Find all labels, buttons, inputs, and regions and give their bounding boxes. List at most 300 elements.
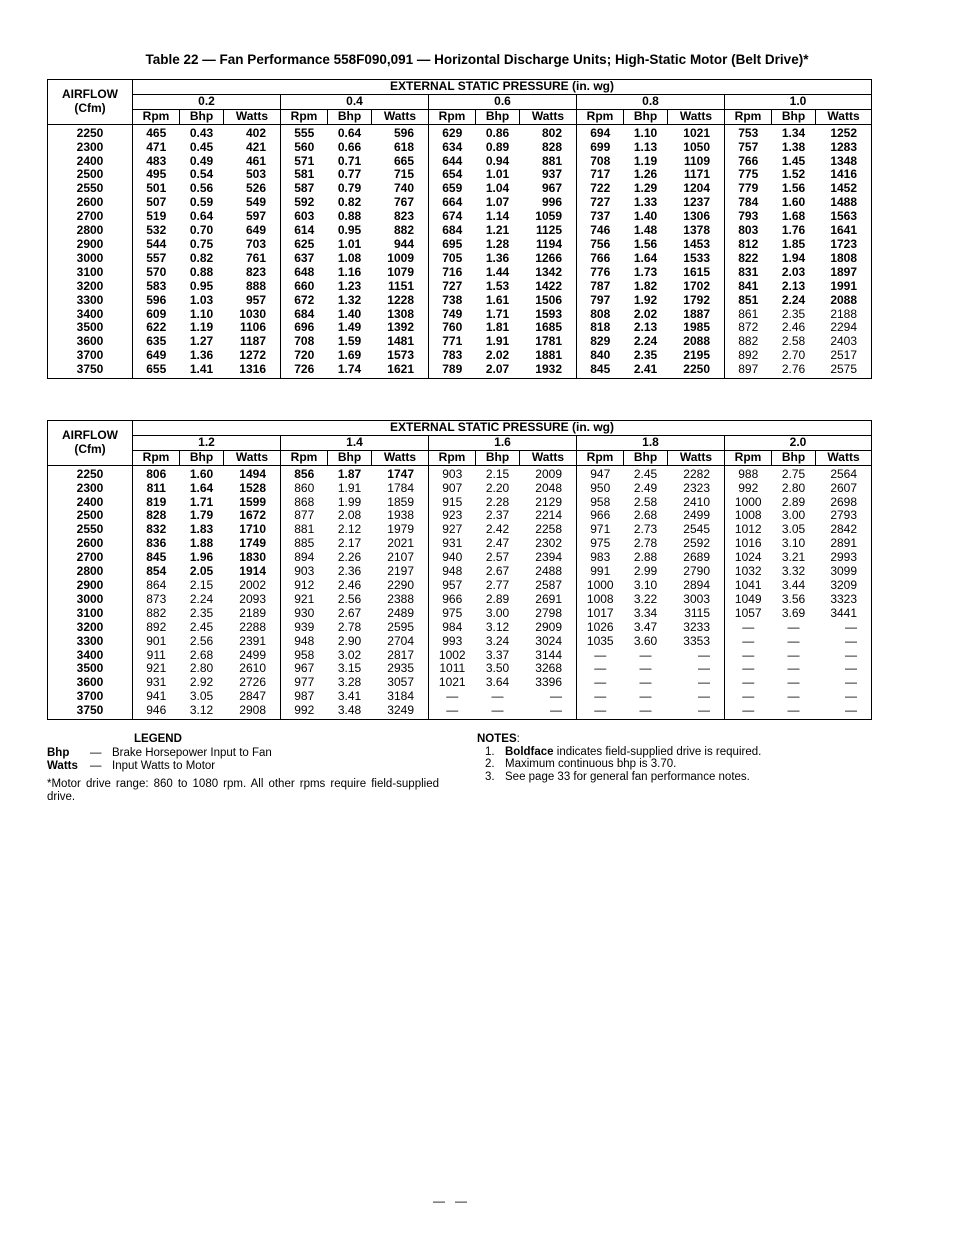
data-cell: 958	[590, 494, 611, 509]
data-cell: 1.41	[189, 362, 214, 377]
data-cell: 2798	[520, 607, 577, 621]
data-cell: 622	[146, 320, 167, 335]
data-cell: 1.82	[633, 278, 658, 293]
data-cell: 860	[294, 480, 315, 495]
data-cell: 655	[146, 362, 167, 377]
data-cell: 1283	[830, 139, 858, 154]
data-cell: 1.56	[633, 236, 658, 251]
data-cell: 975	[590, 536, 611, 551]
data-cell: 715	[372, 168, 429, 182]
data-cell: 1.40	[337, 306, 362, 321]
column-header: Watts	[224, 109, 281, 124]
data-cell: 737	[590, 209, 611, 224]
data-cell: —	[594, 647, 607, 662]
data-cell: 2.24	[781, 292, 806, 307]
airflow-cell: 2600	[48, 537, 133, 551]
data-cell: 1009	[372, 252, 429, 266]
data-cell: 1.60	[189, 466, 214, 481]
data-cell: 1.61	[485, 292, 510, 307]
data-cell: 930	[294, 605, 315, 620]
data-cell: —	[845, 703, 858, 718]
data-cell: 1026	[586, 619, 614, 634]
data-cell: 2592	[668, 537, 725, 551]
column-header: Rpm	[429, 109, 476, 124]
airflow-cell: 3600	[48, 676, 133, 690]
external-static-pressure-header: EXTERNAL STATIC PRESSURE (in. wg)	[133, 80, 872, 95]
column-header: Bhp	[624, 450, 668, 465]
airflow-cell: 2550	[48, 523, 133, 537]
data-cell: 991	[590, 564, 611, 579]
data-cell: 503	[224, 168, 281, 182]
data-cell: 3.28	[337, 675, 362, 690]
data-cell: 2.35	[189, 605, 214, 620]
data-cell: —	[639, 661, 652, 676]
table-row	[48, 662, 872, 676]
data-cell: 967	[520, 182, 577, 196]
legend-item-watts: Watts — Input Watts to Motor	[47, 760, 216, 772]
pressure-header: 1.0	[725, 94, 872, 109]
data-cell: 983	[590, 550, 611, 565]
column-header: Bhp	[180, 109, 224, 124]
page-footer: — —	[433, 1194, 468, 1208]
data-cell: —	[668, 649, 725, 663]
data-cell: 881	[294, 522, 315, 537]
table-row	[48, 593, 872, 607]
data-cell: 1506	[520, 294, 577, 308]
data-cell: 532	[146, 223, 167, 238]
data-cell: 1830	[224, 551, 281, 565]
data-cell: 1.19	[189, 320, 214, 335]
data-cell: 864	[146, 577, 167, 592]
data-cell: 1011	[439, 661, 466, 676]
data-cell: 1.21	[485, 223, 510, 238]
data-cell: 2.92	[189, 675, 214, 690]
airflow-cell: 3750	[48, 363, 133, 378]
data-cell: 2.41	[633, 362, 658, 377]
data-cell: 2704	[372, 635, 429, 649]
data-cell: 988	[738, 466, 759, 481]
pressure-header: 1.6	[429, 435, 577, 450]
data-cell: 966	[442, 591, 463, 606]
column-header: Rpm	[577, 109, 624, 124]
data-cell: 648	[294, 264, 315, 279]
data-cell: 789	[442, 362, 463, 377]
data-cell: 2993	[830, 550, 858, 565]
data-cell: 1488	[830, 195, 858, 210]
table-row	[48, 280, 872, 294]
data-cell: 845	[146, 550, 167, 565]
data-cell: —	[491, 689, 504, 704]
data-cell: 1348	[830, 153, 858, 168]
data-cell: 0.59	[189, 195, 214, 210]
airflow-cell: 2300	[48, 482, 133, 496]
data-cell: 2.67	[485, 564, 510, 579]
data-cell: 2.15	[189, 577, 214, 592]
airflow-cell: 3100	[48, 607, 133, 621]
data-cell: 1012	[734, 522, 762, 537]
data-cell: 2.28	[485, 494, 510, 509]
data-cell: 779	[738, 181, 759, 196]
data-cell: 2.73	[633, 522, 658, 537]
data-cell: 828	[146, 508, 167, 523]
data-cell: 1.64	[633, 250, 658, 265]
table-row	[48, 182, 872, 196]
data-cell: 2.15	[485, 466, 510, 481]
data-cell: 1392	[372, 321, 429, 335]
data-cell: 2.56	[189, 633, 214, 648]
data-cell: 2499	[668, 509, 725, 523]
column-header: Rpm	[725, 450, 772, 465]
data-cell: 583	[146, 278, 167, 293]
data-cell: 1422	[520, 280, 577, 294]
data-cell: 1.88	[189, 536, 214, 551]
column-header: Watts	[668, 450, 725, 465]
airflow-cell: 2400	[48, 155, 133, 169]
data-cell: 2214	[520, 509, 577, 523]
data-cell: 831	[738, 264, 759, 279]
data-cell: 705	[442, 250, 463, 265]
data-cell: 2564	[830, 466, 858, 481]
data-cell: 766	[738, 153, 759, 168]
data-cell: 2.13	[633, 320, 658, 335]
table-row	[48, 635, 872, 649]
table-row	[48, 252, 872, 266]
data-cell: 987	[294, 689, 315, 704]
data-cell: 1453	[668, 238, 725, 252]
data-cell: 684	[442, 223, 463, 238]
table-title: Table 22 — Fan Performance 558F090,091 — Horizontal Discharge Units; High-Static Motor (Belt Drive)*	[145, 52, 809, 67]
data-cell: 495	[146, 167, 167, 182]
data-cell: 1000	[586, 577, 614, 592]
legend-item-bhp: Bhp — Brake Horsepower Input to Fan	[47, 746, 272, 759]
data-cell: 2195	[668, 349, 725, 363]
data-cell: 2294	[830, 320, 858, 335]
data-cell: 3.10	[781, 536, 806, 551]
data-cell: 727	[590, 195, 611, 210]
airflow-cell: 3000	[48, 593, 133, 607]
data-cell: 1932	[520, 363, 577, 378]
data-cell: 3396	[520, 676, 577, 690]
data-cell: —	[491, 703, 504, 718]
data-cell: 1109	[668, 155, 725, 169]
table-row	[48, 607, 872, 621]
data-cell: 3184	[372, 690, 429, 704]
data-cell: 892	[738, 348, 759, 363]
data-cell: 2595	[372, 621, 429, 635]
data-cell: 915	[442, 494, 463, 509]
table-row	[48, 537, 872, 551]
data-cell: 2607	[830, 480, 858, 495]
data-cell: 806	[146, 466, 167, 481]
data-cell: 996	[520, 196, 577, 210]
data-cell: 940	[442, 550, 463, 565]
data-cell: 766	[590, 250, 611, 265]
data-cell: 2489	[372, 607, 429, 621]
data-cell: 753	[738, 125, 759, 140]
data-cell: 888	[224, 280, 281, 294]
data-cell: 1615	[668, 266, 725, 280]
data-cell: 0.94	[485, 153, 510, 168]
data-cell: 3.41	[337, 689, 362, 704]
column-header: Watts	[520, 450, 577, 465]
data-cell: 2894	[668, 579, 725, 593]
data-cell: 851	[738, 292, 759, 307]
data-cell: 2.45	[189, 619, 214, 634]
data-cell: 881	[520, 155, 577, 169]
data-cell: 2.99	[633, 564, 658, 579]
data-cell: 507	[146, 195, 167, 210]
column-header: Rpm	[133, 109, 180, 124]
data-cell: 1252	[830, 125, 858, 140]
data-cell: —	[787, 703, 800, 718]
table-row	[48, 676, 872, 690]
data-cell: 1859	[372, 496, 429, 510]
data-cell: 695	[442, 236, 463, 251]
data-cell: 977	[294, 675, 315, 690]
data-cell: 720	[294, 348, 315, 363]
data-cell: 873	[146, 591, 167, 606]
data-cell: 1.26	[633, 167, 658, 182]
data-cell: 2.78	[633, 536, 658, 551]
data-cell: 947	[590, 466, 611, 481]
table-row	[48, 349, 872, 363]
data-cell: 1.03	[189, 292, 214, 307]
data-cell: 2689	[668, 551, 725, 565]
data-cell: 3.05	[781, 522, 806, 537]
data-cell: 957	[224, 294, 281, 308]
data-cell: 1938	[372, 509, 429, 523]
data-cell: 2391	[224, 635, 281, 649]
data-cell: 3.69	[781, 605, 806, 620]
data-cell: 1017	[586, 605, 614, 620]
data-cell: 1.36	[189, 348, 214, 363]
airflow-header: AIRFLOW (Cfm)	[48, 421, 133, 466]
data-cell: 2.02	[633, 306, 658, 321]
data-cell: 637	[294, 250, 315, 265]
data-cell: 2302	[520, 537, 577, 551]
data-cell: 625	[294, 236, 315, 251]
data-cell: 897	[738, 362, 759, 377]
data-cell: 1749	[224, 537, 281, 551]
table-row	[48, 482, 872, 496]
notes: NOTES: 1. Boldface indicates field-supplied drive is required. 2. Maximum continuous bhp is 3.70. 3. See page 33 for general fan performance notes.	[477, 733, 857, 783]
data-cell: 1881	[520, 349, 577, 363]
data-cell: 836	[146, 536, 167, 551]
data-cell: 1.36	[485, 250, 510, 265]
data-cell: 1204	[668, 182, 725, 196]
pressure-header: 1.8	[577, 435, 725, 450]
data-cell: 966	[590, 508, 611, 523]
data-cell: 2698	[830, 494, 858, 509]
data-cell: —	[594, 689, 607, 704]
data-cell: 1723	[830, 236, 858, 251]
table-row	[48, 690, 872, 704]
data-cell: 3115	[668, 607, 725, 621]
data-cell: 1272	[224, 349, 281, 363]
data-cell: —	[742, 703, 755, 718]
data-cell: 808	[590, 306, 611, 321]
table-row	[48, 294, 872, 308]
airflow-cell: 3200	[48, 621, 133, 635]
data-cell: 2.88	[633, 550, 658, 565]
data-cell: 3.15	[337, 661, 362, 676]
data-cell: 3.47	[633, 619, 658, 634]
data-cell: 939	[294, 619, 315, 634]
data-cell: 2.77	[485, 577, 510, 592]
data-cell: 2.68	[189, 647, 214, 662]
data-cell: 2.58	[633, 494, 658, 509]
note-item: 1. Boldface indicates field-supplied drive is required.	[485, 745, 762, 758]
data-cell: 1.85	[781, 236, 806, 251]
data-cell: 703	[224, 238, 281, 252]
data-cell: 2.05	[189, 564, 214, 579]
data-cell: 1.10	[633, 125, 658, 140]
column-header: Rpm	[281, 450, 328, 465]
data-cell: 1.92	[633, 292, 658, 307]
table-row	[48, 238, 872, 252]
data-cell: —	[594, 661, 607, 676]
data-cell: 0.56	[189, 181, 214, 196]
table-row	[48, 124, 872, 140]
airflow-cell: 3300	[48, 294, 133, 308]
data-cell: 1.44	[485, 264, 510, 279]
data-cell: 738	[442, 292, 463, 307]
data-cell: 0.54	[189, 167, 214, 182]
data-cell: 1.71	[485, 306, 510, 321]
data-cell: 1.74	[337, 362, 362, 377]
data-cell: —	[845, 675, 858, 690]
table-row	[48, 210, 872, 224]
data-cell: —	[520, 690, 577, 704]
data-cell: 2288	[224, 621, 281, 635]
data-cell: 1228	[372, 294, 429, 308]
data-cell: 783	[442, 348, 463, 363]
airflow-header: AIRFLOW (Cfm)	[48, 80, 133, 125]
data-cell: 3057	[372, 676, 429, 690]
pressure-header: 2.0	[725, 435, 872, 450]
data-cell: 2.57	[485, 550, 510, 565]
table-row	[48, 509, 872, 523]
data-cell: 948	[442, 564, 463, 579]
motor-drive-footnote: *Motor drive range: 860 to 1080 rpm. All other rpms require field-supplied drive.	[47, 777, 439, 803]
data-cell: 931	[442, 536, 463, 551]
data-cell: 1.79	[189, 508, 214, 523]
data-cell: 1.91	[485, 334, 510, 349]
data-cell: 2.47	[485, 536, 510, 551]
data-cell: 1985	[668, 321, 725, 335]
data-cell: 1024	[734, 550, 762, 565]
data-cell: 2282	[668, 465, 725, 481]
column-header: Watts	[816, 109, 872, 124]
data-cell: 1.64	[189, 480, 214, 495]
data-cell: 921	[146, 661, 167, 676]
data-cell: 2258	[520, 523, 577, 537]
airflow-cell: 3100	[48, 266, 133, 280]
data-cell: 3.50	[485, 661, 510, 676]
airflow-cell: 3750	[48, 704, 133, 719]
data-cell: 872	[738, 320, 759, 335]
data-cell: 654	[442, 167, 463, 182]
table-row	[48, 551, 872, 565]
data-cell: 665	[372, 155, 429, 169]
note-item: 2. Maximum continuous bhp is 3.70.	[485, 758, 677, 770]
table-row	[48, 224, 872, 238]
table-row	[48, 321, 872, 335]
data-cell: 967	[294, 661, 315, 676]
data-cell: 629	[442, 125, 463, 140]
data-cell: 596	[372, 124, 429, 140]
data-cell: —	[742, 647, 755, 662]
data-cell: 1308	[372, 308, 429, 322]
data-cell: 822	[738, 250, 759, 265]
data-cell: 1.52	[781, 167, 806, 182]
data-cell: —	[668, 662, 725, 676]
data-cell: 1528	[224, 482, 281, 496]
pressure-header: 0.6	[429, 94, 577, 109]
data-cell: —	[845, 647, 858, 662]
legend	[47, 733, 447, 805]
data-cell: 1599	[224, 496, 281, 510]
data-cell: —	[787, 675, 800, 690]
data-cell: 2093	[224, 593, 281, 607]
data-cell: 2517	[830, 348, 858, 363]
data-cell: 0.89	[485, 139, 510, 154]
data-cell: 1.29	[633, 181, 658, 196]
data-cell: 771	[442, 334, 463, 349]
data-cell: 992	[738, 480, 759, 495]
data-cell: 0.79	[337, 181, 362, 196]
data-cell: 1481	[372, 335, 429, 349]
data-cell: 829	[590, 334, 611, 349]
table-row	[48, 141, 872, 155]
data-cell: 664	[442, 195, 463, 210]
data-cell: 581	[294, 167, 315, 182]
data-cell: 912	[294, 577, 315, 592]
data-cell: 819	[146, 494, 167, 509]
data-cell: 2.76	[781, 362, 806, 377]
data-cell: 937	[520, 168, 577, 182]
data-cell: 1.94	[781, 250, 806, 265]
data-cell: 2.35	[781, 306, 806, 321]
data-cell: 2.42	[485, 522, 510, 537]
airflow-cell: 2500	[48, 168, 133, 182]
data-cell: 1.99	[337, 494, 362, 509]
data-cell: —	[742, 633, 755, 648]
data-cell: —	[639, 689, 652, 704]
data-cell: 592	[294, 195, 315, 210]
data-cell: 1378	[668, 224, 725, 238]
data-cell: 2.37	[485, 508, 510, 523]
data-cell: 882	[372, 224, 429, 238]
data-cell: 557	[146, 250, 167, 265]
data-cell: 526	[224, 182, 281, 196]
data-cell: 2.03	[781, 264, 806, 279]
data-cell: 1573	[372, 349, 429, 363]
data-cell: 2.90	[337, 633, 362, 648]
data-cell: 2009	[520, 465, 577, 481]
table-row	[48, 621, 872, 635]
data-cell: 717	[590, 167, 611, 182]
data-cell: 1.73	[633, 264, 658, 279]
data-cell: 1702	[668, 280, 725, 294]
data-cell: —	[639, 647, 652, 662]
note-item: 3. See page 33 for general fan performance notes.	[485, 770, 750, 783]
data-cell: 2088	[668, 335, 725, 349]
data-cell: 2726	[224, 676, 281, 690]
notes-heading: NOTES	[477, 733, 517, 745]
data-cell: 3353	[668, 635, 725, 649]
data-cell: 694	[590, 125, 611, 140]
